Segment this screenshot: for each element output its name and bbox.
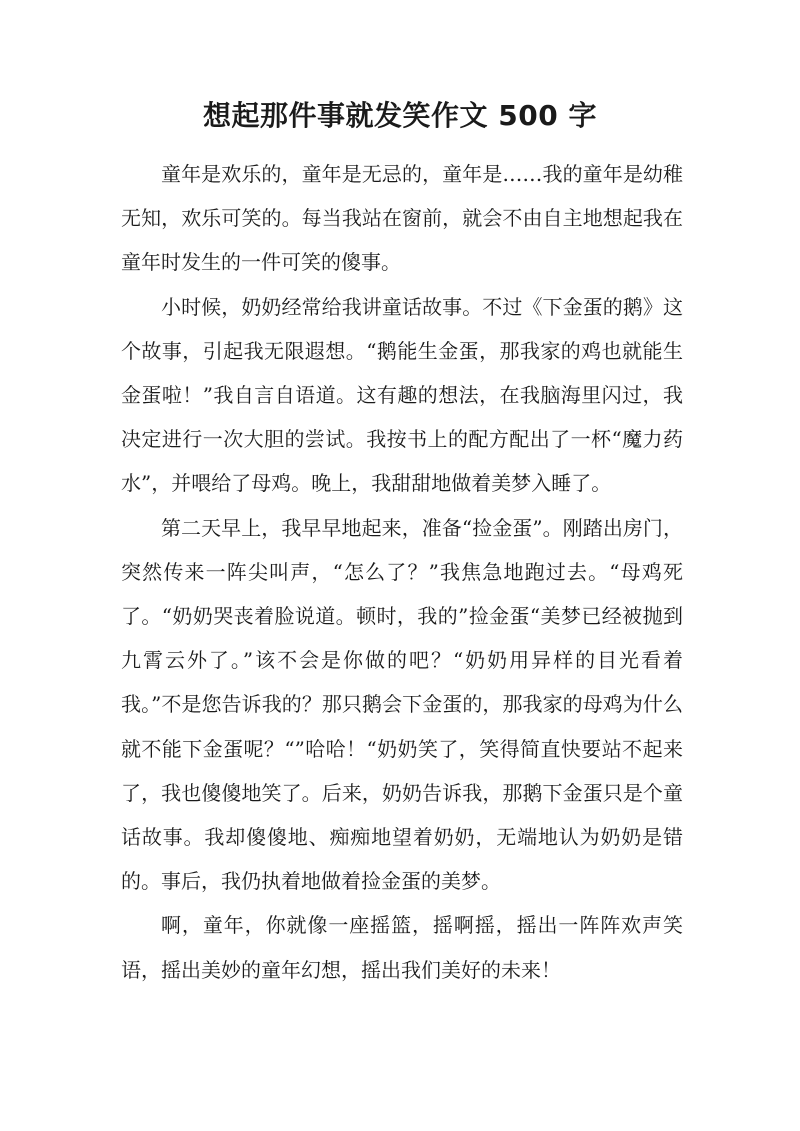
paragraph-3: 第二天早上，我早早地起来，准备“捡金蛋”。刚踏出房门，突然传来一阵尖叫声，“怎么了？”我焦急地跑过去。“母鸡死了。“奶奶哭丧着脸说道。顿时，我的”捡金蛋“美梦已经被抛到九霄云外了。”该不会是你做的吧？“奶奶用异样的目光看着我。”不是您告诉我的？那只鹅会下金蛋的，那我家的母鸡为什么就不能下金蛋呢？“”哈哈！“奶奶笑了，笑得简直快要站不起来了，我也傻傻地笑了。后来，奶奶告诉我，那鹅下金蛋只是个童话故事。我却傻傻地、痴痴地望着奶奶，无端地认为奶奶是错的。事后，我仍执着地做着捡金蛋的美梦。 [121,515,683,894]
paragraph-2: 小时候，奶奶经常给我讲童话故事。不过《下金蛋的鹅》这个故事，引起我无限遐想。“鹅能生金蛋，那我家的鸡也就能生金蛋啦！”我自言自语道。这有趣的想法，在我脑海里闪过，我决定进行一次大胆的尝试。我按书上的配方配出了一杯“魔力药水”，并喂给了母鸡。晚上，我甜甜地做着美梦入睡了。 [121,294,683,496]
paragraph-1: 童年是欢乐的，童年是无忌的，童年是……我的童年是幼稚无知，欢乐可笑的。每当我站在窗前，就会不由自主地想起我在童年时发生的一件可笑的傻事。 [121,162,683,275]
page-title: 想起那件事就发笑作文 500 字 [203,99,597,132]
essay-body [121,152,683,992]
paragraph-4: 啊，童年，你就像一座摇篮，摇啊摇，摇出一阵阵欢声笑语，摇出美妙的童年幻想，摇出我们美好的未来！ [121,913,683,982]
